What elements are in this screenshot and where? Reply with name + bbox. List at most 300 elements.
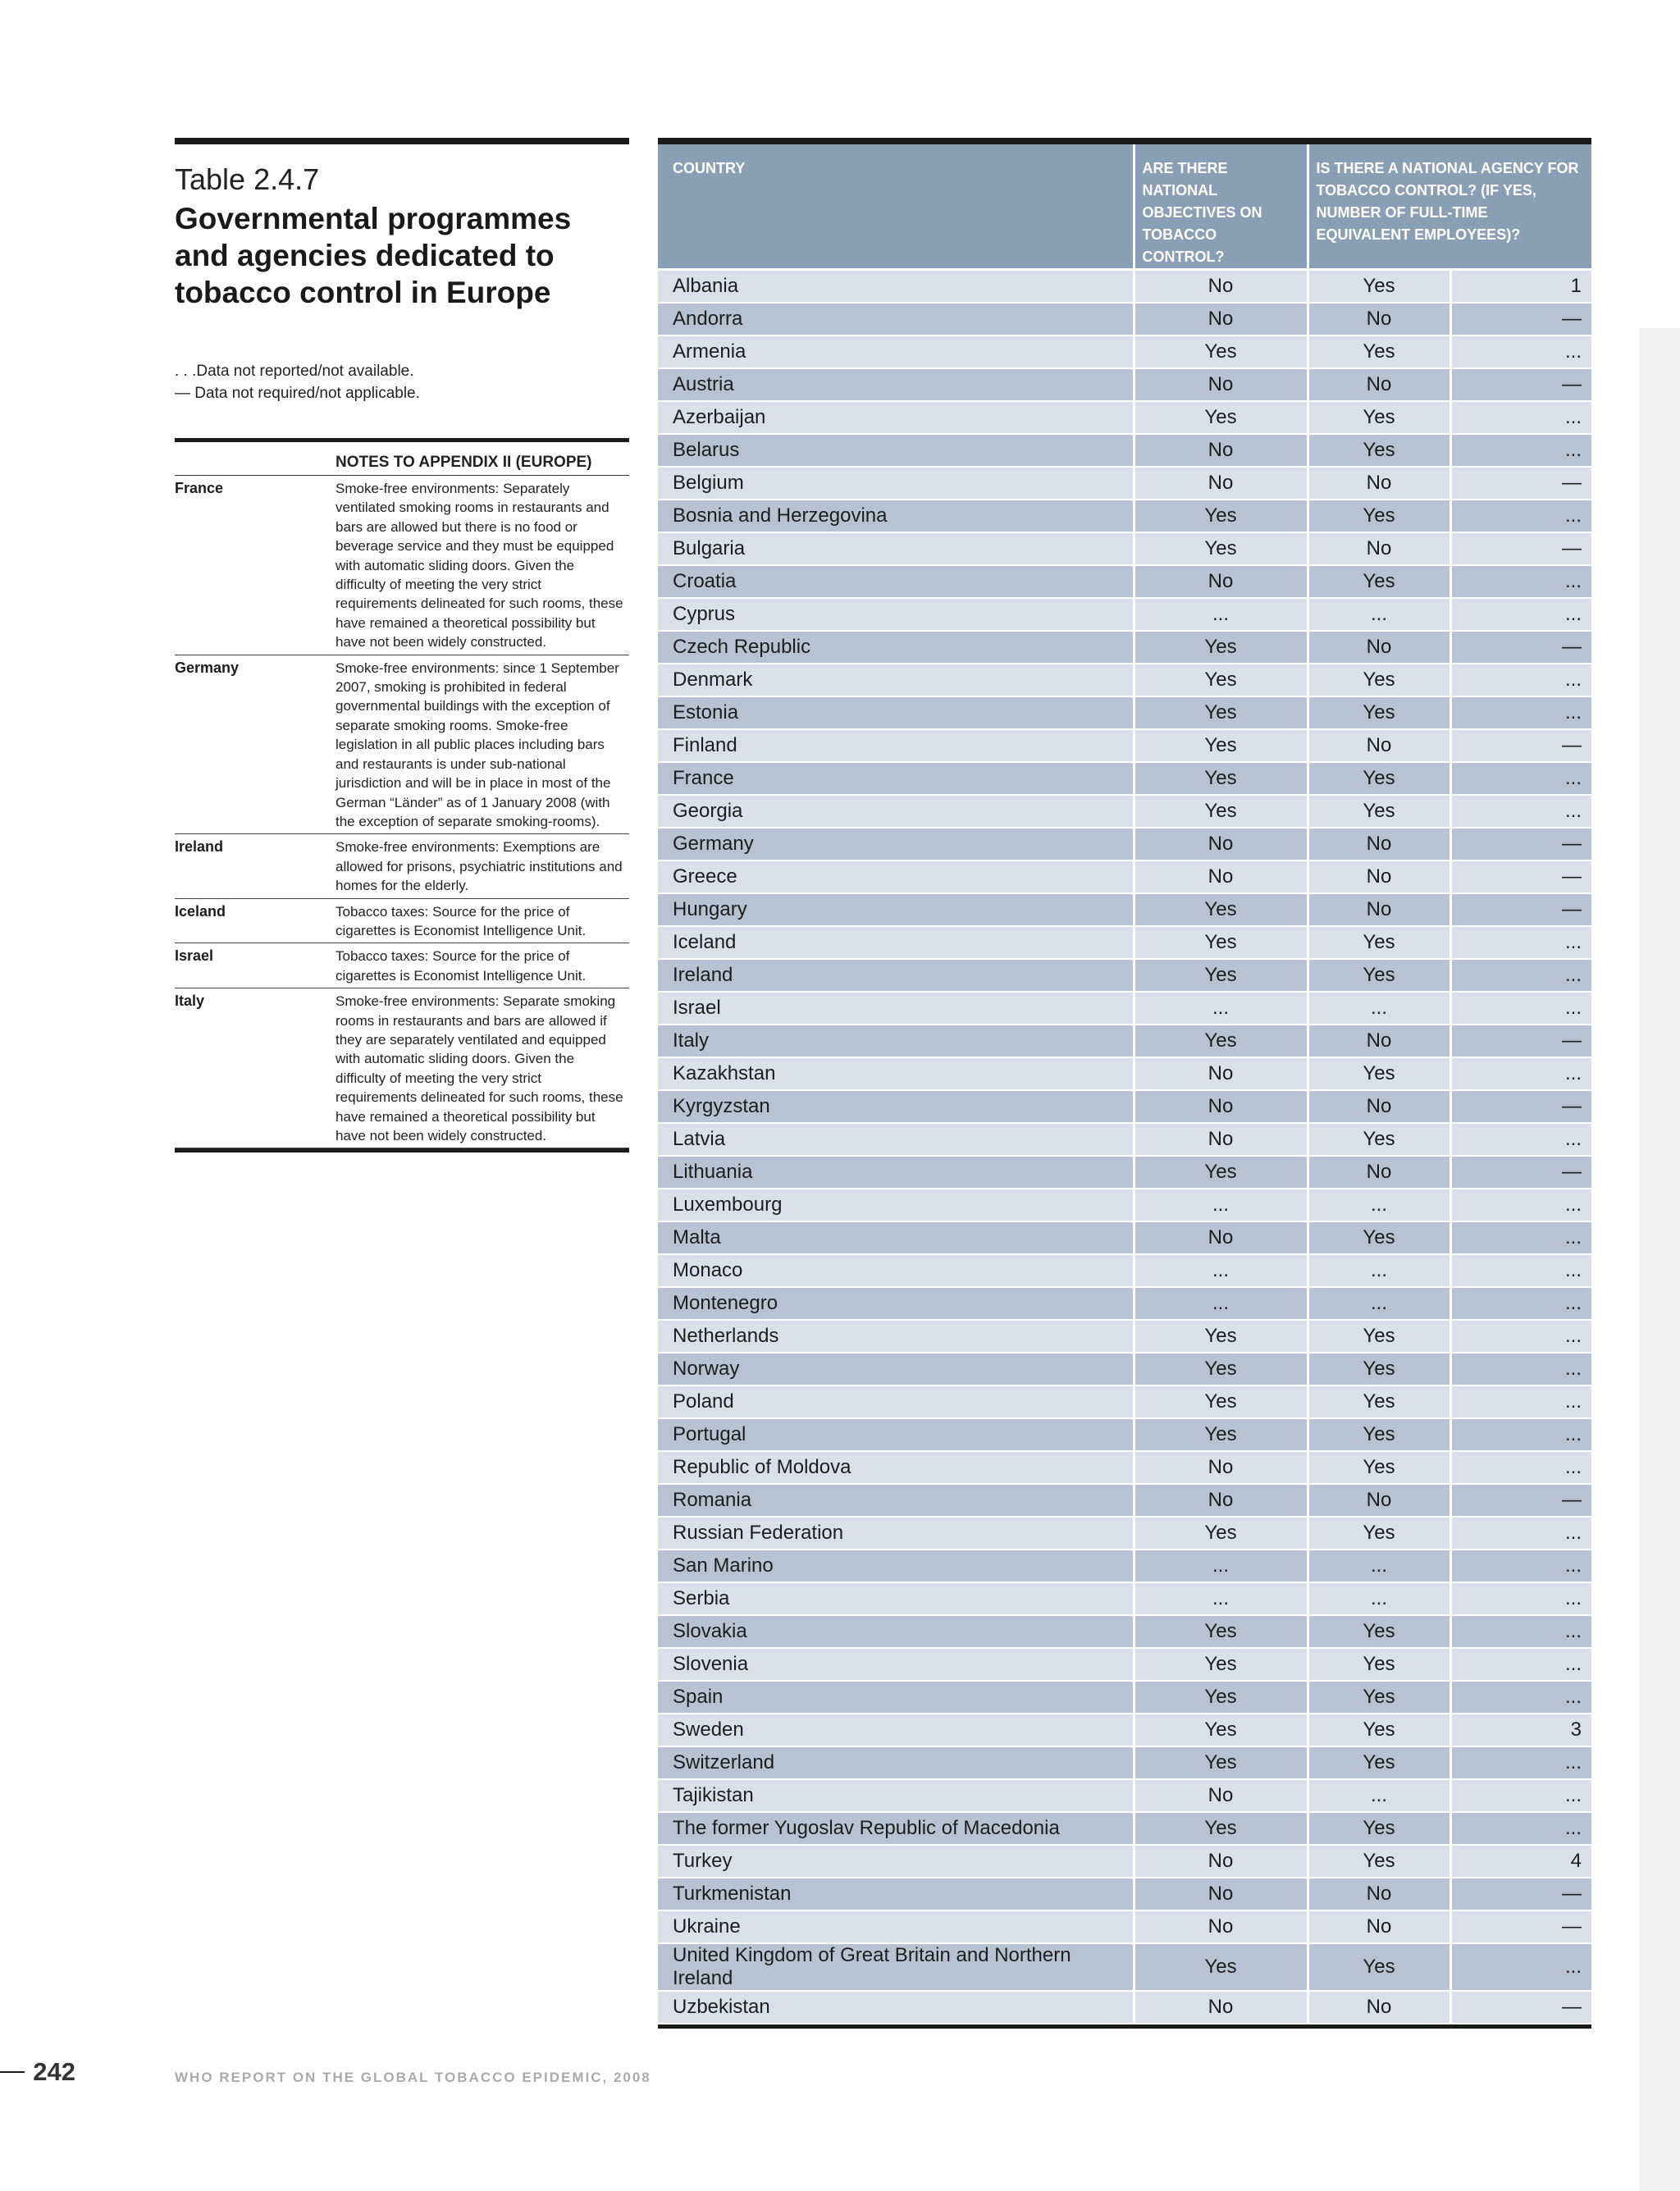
cell-employees: ... (1450, 1681, 1591, 1714)
cell-employees: ... (1450, 1746, 1591, 1779)
cell-country: Portugal (658, 1418, 1134, 1451)
table-row (658, 1156, 1591, 1189)
cell-objectives: Yes (1134, 1615, 1308, 1648)
cell-agency: No (1308, 1090, 1450, 1123)
table-row (658, 729, 1591, 762)
cell-objectives: Yes (1134, 893, 1308, 926)
cell-objectives: No (1134, 1910, 1308, 1943)
cell-agency: No (1308, 1878, 1450, 1910)
cell-objectives: No (1134, 1057, 1308, 1090)
cell-objectives: ... (1134, 1582, 1308, 1615)
table-row (658, 1681, 1591, 1714)
cell-objectives: No (1134, 1878, 1308, 1910)
cell-country: Poland (658, 1385, 1134, 1418)
cell-objectives: No (1134, 860, 1308, 893)
cell-employees: ... (1450, 1385, 1591, 1418)
notes-header (175, 454, 629, 476)
cell-objectives: Yes (1134, 1320, 1308, 1353)
note-text: Tobacco taxes: Source for the price of cigarettes is Economist Intelligence Unit. (336, 948, 587, 984)
cell-objectives: Yes (1134, 401, 1308, 434)
table-row (658, 1090, 1591, 1123)
page-edge-shade (1639, 328, 1680, 2191)
cell-agency: Yes (1308, 1353, 1450, 1385)
note-row (175, 655, 629, 835)
cell-agency: Yes (1308, 926, 1450, 959)
note-text: Tobacco taxes: Source for the price of cigarettes is Economist Intelligence Unit. (336, 903, 587, 938)
cell-agency: Yes (1308, 434, 1450, 467)
data-table-wrap (658, 138, 1591, 2029)
cell-agency: ... (1308, 1582, 1450, 1615)
cell-employees: ... (1450, 1451, 1591, 1484)
cell-country: Kazakhstan (658, 1057, 1134, 1090)
note-text: Smoke-free environments: Separately ventilated smoking rooms in restaurants and bars are allowed but there is no food or beverage service and they must be equipped with automatic sliding doors. Given the difficulty of meeting the very strict requirements delineated for such rooms, these have remained a theoretical possibility but have not been widely constructed. (336, 481, 623, 650)
table-row (658, 1714, 1591, 1746)
cell-agency: Yes (1308, 1714, 1450, 1746)
cell-agency: No (1308, 1991, 1450, 2024)
cell-country: Sweden (658, 1714, 1134, 1746)
cell-objectives: Yes (1134, 1517, 1308, 1550)
cell-objectives: Yes (1134, 1353, 1308, 1385)
cell-employees: ... (1450, 1221, 1591, 1254)
cell-objectives: Yes (1134, 1812, 1308, 1845)
cell-country: Cyprus (658, 598, 1134, 631)
table-header-row (658, 144, 1591, 270)
header-country: COUNTRY (658, 144, 1134, 270)
cell-agency: Yes (1308, 565, 1450, 598)
cell-country: Italy (658, 1025, 1134, 1057)
note-text: Smoke-free environments: since 1 September 2007, smoking is prohibited in federal governmental buildings with the exception of separate smoking rooms. Smoke-free legislation in all public places including bars and restaurants is under sub-national jurisdiction and will be in place in most of the German “Länder” as of 1 January 2008 (with the exception of separate smoking-rooms). (336, 660, 619, 829)
cell-country: Turkey (658, 1845, 1134, 1878)
cell-employees: — (1450, 1878, 1591, 1910)
cell-employees: — (1450, 860, 1591, 893)
cell-objectives: No (1134, 1991, 1308, 2024)
table-row (658, 992, 1591, 1025)
cell-country: Azerbaijan (658, 401, 1134, 434)
table-row (658, 1582, 1591, 1615)
table-row (658, 1878, 1591, 1910)
table-row (658, 467, 1591, 500)
cell-country: The former Yugoslav Republic of Macedonia (658, 1812, 1134, 1845)
cell-agency: Yes (1308, 1681, 1450, 1714)
table-row (658, 532, 1591, 565)
cell-country: Republic of Moldova (658, 1451, 1134, 1484)
note-row (175, 899, 629, 944)
cell-country: Denmark (658, 664, 1134, 696)
cell-country: Croatia (658, 565, 1134, 598)
cell-employees: — (1450, 467, 1591, 500)
header-objectives: ARE THERE NATIONAL OBJECTIVES ON TOBACCO CONTROL? (1134, 144, 1308, 270)
cell-agency: Yes (1308, 1517, 1450, 1550)
cell-employees: 4 (1450, 1845, 1591, 1878)
cell-country: Ireland (658, 959, 1134, 992)
cell-country: Hungary (658, 893, 1134, 926)
cell-objectives: No (1134, 1090, 1308, 1123)
cell-objectives: Yes (1134, 664, 1308, 696)
cell-country: Belarus (658, 434, 1134, 467)
table-row (658, 631, 1591, 664)
cell-agency: No (1308, 532, 1450, 565)
cell-agency: No (1308, 1910, 1450, 1943)
note-country: Ireland (175, 838, 224, 856)
cell-country: Greece (658, 860, 1134, 893)
cell-agency: ... (1308, 1287, 1450, 1320)
cell-objectives: Yes (1134, 696, 1308, 729)
cell-objectives: Yes (1134, 959, 1308, 992)
table-row (658, 1779, 1591, 1812)
table-row (658, 565, 1591, 598)
legend (175, 360, 629, 404)
cell-country: Norway (658, 1353, 1134, 1385)
note-row (175, 834, 629, 898)
cell-employees: — (1450, 828, 1591, 860)
notes-body (175, 476, 629, 1148)
table-row (658, 893, 1591, 926)
cell-employees: ... (1450, 926, 1591, 959)
cell-employees: ... (1450, 1057, 1591, 1090)
cell-employees: ... (1450, 1320, 1591, 1353)
cell-country: Austria (658, 368, 1134, 401)
title-rule (175, 138, 629, 144)
cell-employees: — (1450, 1156, 1591, 1189)
note-country: Italy (175, 993, 205, 1010)
table-row (658, 1287, 1591, 1320)
cell-country: Slovenia (658, 1648, 1134, 1681)
cell-agency: Yes (1308, 1385, 1450, 1418)
table-row (658, 828, 1591, 860)
cell-agency: Yes (1308, 795, 1450, 828)
cell-country: Monaco (658, 1254, 1134, 1287)
cell-agency: No (1308, 828, 1450, 860)
cell-agency: No (1308, 1025, 1450, 1057)
table-row (658, 1254, 1591, 1287)
cell-employees: — (1450, 893, 1591, 926)
cell-employees: ... (1450, 1517, 1591, 1550)
table-row (658, 303, 1591, 335)
cell-employees: — (1450, 532, 1591, 565)
cell-agency: No (1308, 303, 1450, 335)
table-row (658, 1418, 1591, 1451)
table-row (658, 1615, 1591, 1648)
cell-employees: ... (1450, 500, 1591, 532)
table-title: Governmental programmes and agencies dedicated to tobacco control in Europe (175, 202, 572, 309)
legend-not-applicable: — Data not required/not applicable. (175, 385, 420, 402)
cell-employees: — (1450, 1991, 1591, 2024)
cell-employees: — (1450, 729, 1591, 762)
cell-country: Lithuania (658, 1156, 1134, 1189)
note-country: France (175, 480, 224, 496)
cell-country: Belgium (658, 467, 1134, 500)
notes-panel (175, 438, 629, 1153)
cell-agency: No (1308, 631, 1450, 664)
table-row (658, 1648, 1591, 1681)
data-table (658, 144, 1591, 2024)
table-row (658, 1451, 1591, 1484)
cell-country: Ukraine (658, 1910, 1134, 1943)
cell-employees: 3 (1450, 1714, 1591, 1746)
cell-employees: ... (1450, 1353, 1591, 1385)
cell-country: Finland (658, 729, 1134, 762)
footer-report-title: WHO REPORT ON THE GLOBAL TOBACCO EPIDEMIC, 2008 (175, 2070, 651, 2085)
cell-employees: — (1450, 1090, 1591, 1123)
table-row (658, 1943, 1591, 1991)
cell-employees: ... (1450, 664, 1591, 696)
cell-agency: Yes (1308, 762, 1450, 795)
cell-objectives: ... (1134, 1254, 1308, 1287)
cell-employees: ... (1450, 795, 1591, 828)
cell-employees: — (1450, 631, 1591, 664)
cell-agency: Yes (1308, 500, 1450, 532)
cell-agency: Yes (1308, 335, 1450, 368)
cell-objectives: No (1134, 1451, 1308, 1484)
cell-country: Serbia (658, 1582, 1134, 1615)
cell-objectives: No (1134, 1779, 1308, 1812)
cell-country: Latvia (658, 1123, 1134, 1156)
cell-agency: ... (1308, 1189, 1450, 1221)
cell-objectives: Yes (1134, 1943, 1308, 1991)
cell-employees: — (1450, 368, 1591, 401)
cell-agency: Yes (1308, 401, 1450, 434)
cell-employees: ... (1450, 992, 1591, 1025)
notes-rule-top (175, 438, 629, 442)
cell-agency: Yes (1308, 1221, 1450, 1254)
cell-employees: ... (1450, 1615, 1591, 1648)
cell-country: Malta (658, 1221, 1134, 1254)
header-agency: IS THERE A NATIONAL AGENCY FOR TOBACCO CONTROL? (IF YES, NUMBER OF FULL-TIME EQUIVALENT EMPLOYEES)? (1308, 144, 1591, 270)
cell-agency: ... (1308, 1779, 1450, 1812)
cell-country: Germany (658, 828, 1134, 860)
cell-agency: Yes (1308, 1057, 1450, 1090)
cell-agency: ... (1308, 992, 1450, 1025)
cell-objectives: Yes (1134, 1385, 1308, 1418)
cell-country: Tajikistan (658, 1779, 1134, 1812)
cell-objectives: No (1134, 368, 1308, 401)
table-row (658, 1484, 1591, 1517)
table-row (658, 1746, 1591, 1779)
cell-country: United Kingdom of Great Britain and Northern Ireland (658, 1943, 1134, 1991)
note-row (175, 943, 629, 988)
table-row (658, 1320, 1591, 1353)
cell-objectives: No (1134, 1845, 1308, 1878)
cell-objectives: ... (1134, 1287, 1308, 1320)
table-row (658, 1123, 1591, 1156)
cell-objectives: No (1134, 434, 1308, 467)
cell-employees: ... (1450, 598, 1591, 631)
table-top-rule (658, 138, 1591, 144)
table-number: Table 2.4.7 (175, 162, 320, 196)
cell-country: Slovakia (658, 1615, 1134, 1648)
cell-employees: ... (1450, 1943, 1591, 1991)
cell-employees: ... (1450, 1582, 1591, 1615)
cell-employees: ... (1450, 565, 1591, 598)
cell-objectives: Yes (1134, 795, 1308, 828)
cell-objectives: Yes (1134, 1648, 1308, 1681)
cell-country: Bulgaria (658, 532, 1134, 565)
table-row (658, 1550, 1591, 1582)
cell-agency: Yes (1308, 1812, 1450, 1845)
note-text: Smoke-free environments: Separate smoking rooms in restaurants and bars are allowed if they are separately ventilated and equipped with automatic sliding doors. Given the difficulty of meeting the very strict requirements delineated for such rooms, these have remained a theoretical possibility but have not been widely constructed. (336, 993, 623, 1143)
table-row (658, 1517, 1591, 1550)
cell-objectives: Yes (1134, 729, 1308, 762)
note-country: Israel (175, 947, 214, 965)
cell-employees: ... (1450, 1254, 1591, 1287)
table-row (658, 335, 1591, 368)
cell-agency: Yes (1308, 1648, 1450, 1681)
page-number-rule (0, 2071, 25, 2073)
cell-objectives: Yes (1134, 926, 1308, 959)
cell-agency: No (1308, 860, 1450, 893)
cell-objectives: Yes (1134, 1156, 1308, 1189)
cell-agency: No (1308, 1156, 1450, 1189)
cell-country: Israel (658, 992, 1134, 1025)
page-number-text: 242 (33, 2057, 75, 2086)
cell-employees: ... (1450, 434, 1591, 467)
notes-rule-bottom (175, 1148, 629, 1153)
cell-country: San Marino (658, 1550, 1134, 1582)
note-row (175, 988, 629, 1148)
table-row (658, 1057, 1591, 1090)
cell-country: Romania (658, 1484, 1134, 1517)
cell-agency: No (1308, 368, 1450, 401)
cell-employees: ... (1450, 1812, 1591, 1845)
cell-agency: Yes (1308, 270, 1450, 304)
cell-country: France (658, 762, 1134, 795)
cell-country: Bosnia and Herzegovina (658, 500, 1134, 532)
table-row (658, 1025, 1591, 1057)
table-row (658, 270, 1591, 304)
cell-country: Georgia (658, 795, 1134, 828)
cell-employees: 1 (1450, 270, 1591, 304)
cell-employees: ... (1450, 1287, 1591, 1320)
cell-employees: ... (1450, 1123, 1591, 1156)
table-row (658, 368, 1591, 401)
table-row (658, 401, 1591, 434)
table-row (658, 1991, 1591, 2024)
cell-agency: No (1308, 467, 1450, 500)
cell-objectives: ... (1134, 1550, 1308, 1582)
cell-agency: Yes (1308, 696, 1450, 729)
cell-country: Montenegro (658, 1287, 1134, 1320)
cell-agency: Yes (1308, 1845, 1450, 1878)
cell-objectives: Yes (1134, 335, 1308, 368)
table-row (658, 762, 1591, 795)
cell-employees: — (1450, 1025, 1591, 1057)
cell-country: Spain (658, 1681, 1134, 1714)
cell-employees: — (1450, 1484, 1591, 1517)
cell-country: Luxembourg (658, 1189, 1134, 1221)
cell-objectives: Yes (1134, 532, 1308, 565)
cell-objectives: No (1134, 303, 1308, 335)
cell-employees: ... (1450, 1418, 1591, 1451)
cell-employees: — (1450, 303, 1591, 335)
cell-objectives: ... (1134, 992, 1308, 1025)
cell-objectives: No (1134, 1484, 1308, 1517)
cell-objectives: No (1134, 270, 1308, 304)
table-row (658, 1845, 1591, 1878)
note-country: Iceland (175, 902, 226, 920)
table-row (658, 1812, 1591, 1845)
cell-objectives: Yes (1134, 1746, 1308, 1779)
cell-agency: No (1308, 893, 1450, 926)
cell-objectives: No (1134, 1221, 1308, 1254)
cell-employees: ... (1450, 1189, 1591, 1221)
cell-agency: Yes (1308, 959, 1450, 992)
cell-objectives: Yes (1134, 631, 1308, 664)
cell-objectives: No (1134, 1123, 1308, 1156)
cell-objectives: Yes (1134, 1025, 1308, 1057)
table-row (658, 434, 1591, 467)
cell-agency: Yes (1308, 1451, 1450, 1484)
table-row (658, 1385, 1591, 1418)
cell-employees: ... (1450, 401, 1591, 434)
cell-country: Uzbekistan (658, 1991, 1134, 2024)
notes-header-label: NOTES TO APPENDIX II (EUROPE) (336, 454, 592, 471)
cell-country: Iceland (658, 926, 1134, 959)
cell-country: Czech Republic (658, 631, 1134, 664)
cell-agency: No (1308, 1484, 1450, 1517)
cell-agency: Yes (1308, 664, 1450, 696)
cell-employees: ... (1450, 762, 1591, 795)
cell-agency: Yes (1308, 1943, 1450, 1991)
cell-agency: Yes (1308, 1615, 1450, 1648)
cell-objectives: No (1134, 565, 1308, 598)
cell-agency: ... (1308, 1254, 1450, 1287)
cell-country: Estonia (658, 696, 1134, 729)
note-text: Smoke-free environments: Exemptions are allowed for prisons, psychiatric institutions and homes for the elderly. (336, 839, 623, 894)
cell-objectives: Yes (1134, 1681, 1308, 1714)
table-row (658, 860, 1591, 893)
table-row (658, 696, 1591, 729)
cell-agency: No (1308, 729, 1450, 762)
table-row (658, 1189, 1591, 1221)
cell-employees: ... (1450, 1550, 1591, 1582)
cell-employees: ... (1450, 335, 1591, 368)
cell-agency: Yes (1308, 1746, 1450, 1779)
table-row (658, 1353, 1591, 1385)
cell-employees: ... (1450, 1648, 1591, 1681)
table-row (658, 926, 1591, 959)
legend-not-available: . . .Data not reported/not available. (175, 363, 414, 380)
table-row (658, 664, 1591, 696)
table-bottom-rule (658, 2024, 1591, 2029)
table-caption (175, 138, 629, 404)
cell-objectives: Yes (1134, 1714, 1308, 1746)
cell-agency: Yes (1308, 1123, 1450, 1156)
cell-employees: ... (1450, 696, 1591, 729)
note-country: Germany (175, 659, 240, 676)
cell-objectives: Yes (1134, 500, 1308, 532)
cell-employees: ... (1450, 1779, 1591, 1812)
table-body (658, 270, 1591, 2024)
table-row (658, 795, 1591, 828)
cell-objectives: Yes (1134, 1418, 1308, 1451)
table-row (658, 598, 1591, 631)
cell-country: Kyrgyzstan (658, 1090, 1134, 1123)
cell-objectives: ... (1134, 598, 1308, 631)
cell-objectives: No (1134, 828, 1308, 860)
cell-agency: ... (1308, 598, 1450, 631)
cell-country: Armenia (658, 335, 1134, 368)
page-number (0, 2057, 75, 2087)
cell-country: Russian Federation (658, 1517, 1134, 1550)
cell-country: Turkmenistan (658, 1878, 1134, 1910)
cell-agency: Yes (1308, 1418, 1450, 1451)
table-row (658, 500, 1591, 532)
table-row (658, 1910, 1591, 1943)
note-row (175, 476, 629, 655)
cell-country: Albania (658, 270, 1134, 304)
cell-agency: ... (1308, 1550, 1450, 1582)
cell-objectives: ... (1134, 1189, 1308, 1221)
